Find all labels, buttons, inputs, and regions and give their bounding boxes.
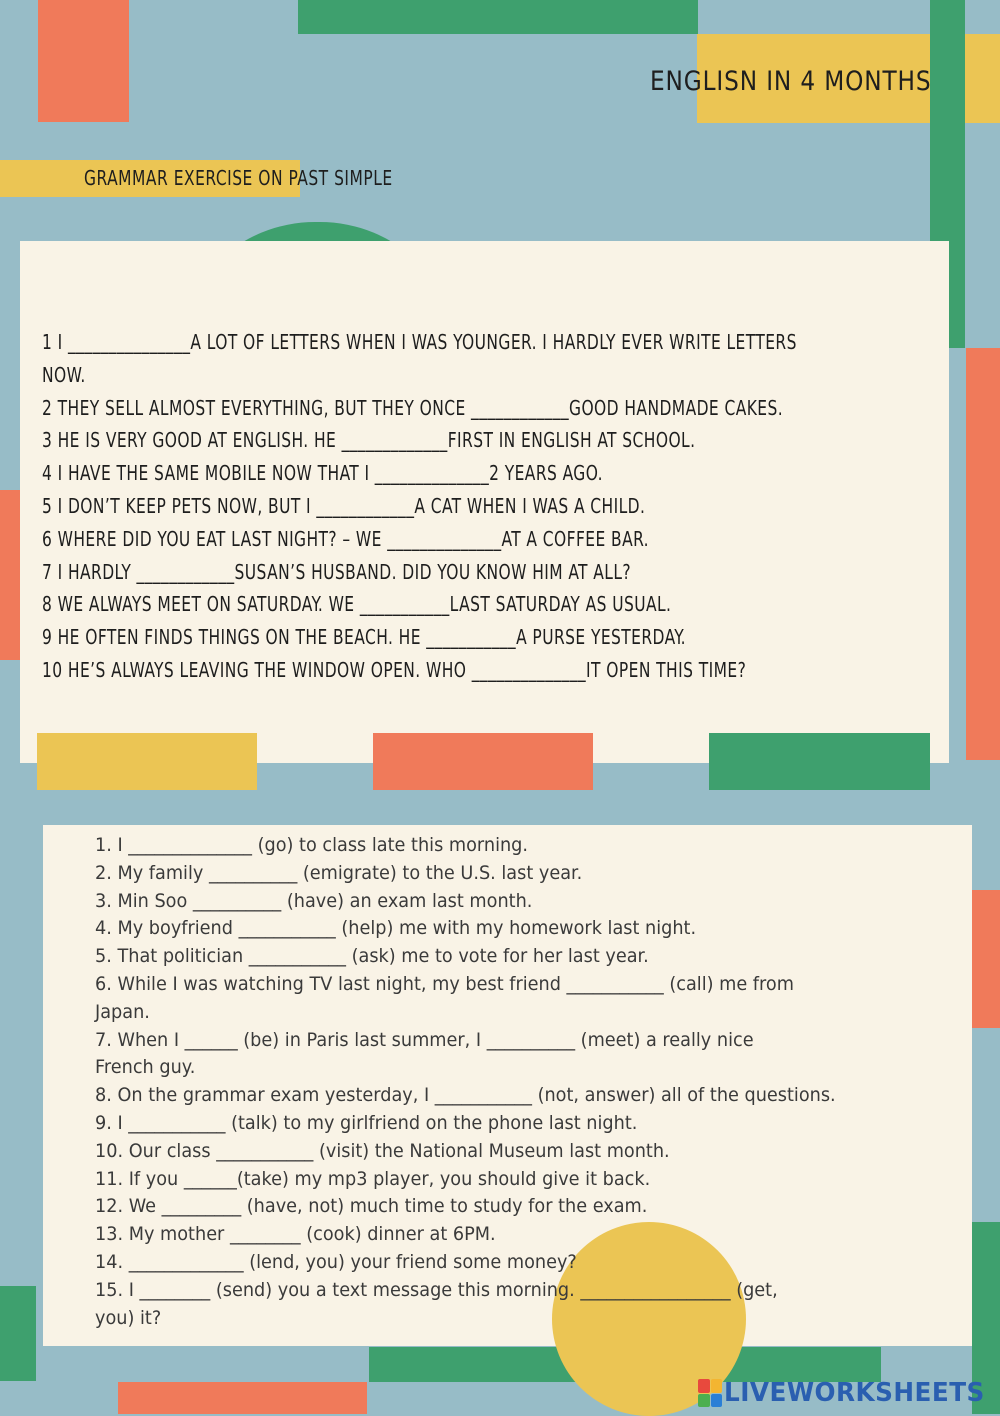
exercise2-line: 9. I ___________ (talk) to my girlfriend on the phone last night.	[95, 1111, 638, 1134]
exercise2-line: French guy.	[95, 1056, 196, 1079]
exercise2-line: you) it?	[95, 1306, 162, 1329]
exercise2-line: 3. Min Soo __________ (have) an exam last month.	[95, 889, 533, 912]
exercise2-list	[95, 832, 875, 1332]
exercise2-line: 4. My boyfriend ___________ (help) me with my homework last night.	[95, 917, 697, 940]
exercise2-line: 11. If you ______(take) my mp3 player, you should give it back.	[95, 1167, 651, 1190]
exercise1-line: NOW.	[42, 362, 86, 387]
exercise2-line: Japan.	[95, 1000, 150, 1023]
exercise2-line: 15. I ________ (send) you a text message this morning. _________________ (get,	[95, 1278, 778, 1301]
exercise2-line: 10. Our class ___________ (visit) the National Museum last month.	[95, 1139, 670, 1162]
document-subtitle: GRAMMAR EXERCISE ON PAST SIMPLE	[84, 166, 393, 190]
exercise2-line: 14. _____________ (lend, you) your friend some money?	[95, 1250, 577, 1273]
deco-green-top-bar	[298, 0, 698, 34]
deco-coral-right-strip	[966, 348, 1000, 760]
liveworksheets-logo-icon	[698, 1379, 722, 1407]
exercise1-line: 1 I _______________A LOT OF LETTERS WHEN I WAS YOUNGER. I HARDLY EVER WRITE LETTERS	[42, 330, 797, 354]
exercise1-line: 2 THEY SELL ALMOST EVERYTHING, BUT THEY ONCE ____________GOOD HANDMADE CAKES.	[42, 395, 784, 420]
exercise2-line: 6. While I was watching TV last night, my best friend ___________ (call) me from	[95, 972, 794, 995]
deco-coral-bar-mid	[373, 733, 593, 790]
deco-coral-top-left	[38, 0, 129, 122]
deco-yellow-bar-mid	[37, 733, 257, 790]
deco-yellow-right-block	[965, 34, 1000, 123]
deco-coral-right-lower	[972, 890, 1000, 1028]
exercise1-line: 4 I HAVE THE SAME MOBILE NOW THAT I ______________2 YEARS AGO.	[42, 461, 603, 486]
exercise2-line: 8. On the grammar exam yesterday, I ___________ (not, answer) all of the questions.	[95, 1084, 836, 1107]
deco-green-bar-mid	[709, 733, 930, 790]
deco-green-left-bottom	[0, 1286, 36, 1381]
exercise2-line: 5. That politician ___________ (ask) me to vote for her last year.	[95, 945, 649, 968]
exercise1-line: 10 HE’S ALWAYS LEAVING THE WINDOW OPEN. WHO ______________IT OPEN THIS TIME?	[42, 657, 747, 682]
exercise2-line: 2. My family __________ (emigrate) to the U.S. last year.	[95, 861, 583, 884]
exercise2-line: 7. When I ______ (be) in Paris last summer, I __________ (meet) a really nice	[95, 1028, 754, 1051]
deco-coral-bottom-bar	[118, 1382, 367, 1414]
liveworksheets-logo	[698, 1378, 999, 1408]
liveworksheets-wordmark: LIVEWORKSHEETS	[724, 1378, 985, 1408]
exercise2-line: 13. My mother ________ (cook) dinner at 6PM.	[95, 1223, 496, 1246]
exercise1-line: 3 HE IS VERY GOOD AT ENGLISH. HE _____________FIRST IN ENGLISH AT SCHOOL.	[42, 428, 696, 453]
exercise1-line: 5 I DON’T KEEP PETS NOW, BUT I ____________A CAT WHEN I WAS A CHILD.	[42, 493, 646, 518]
exercise1-line: 6 WHERE DID YOU EAT LAST NIGHT? – WE ______________AT A COFFEE BAR.	[42, 526, 650, 551]
exercise1-line: 7 I HARDLY ____________SUSAN’S HUSBAND. DID YOU KNOW HIM AT ALL?	[42, 559, 632, 584]
exercise2-line: 12. We _________ (have, not) much time to study for the exam.	[95, 1195, 648, 1218]
exercise1-line: 8 WE ALWAYS MEET ON SATURDAY. WE ___________LAST SATURDAY AS USUAL.	[42, 592, 672, 617]
exercise1-line: 9 HE OFTEN FINDS THINGS ON THE BEACH. HE ___________A PURSE YESTERDAY.	[42, 625, 687, 650]
deco-coral-left-strip	[0, 490, 20, 660]
document-title: ENGLISN IN 4 MONTHS	[650, 66, 932, 97]
exercise2-line: 1. I ______________ (go) to class late this morning.	[95, 834, 529, 856]
exercise1-list	[42, 326, 942, 687]
